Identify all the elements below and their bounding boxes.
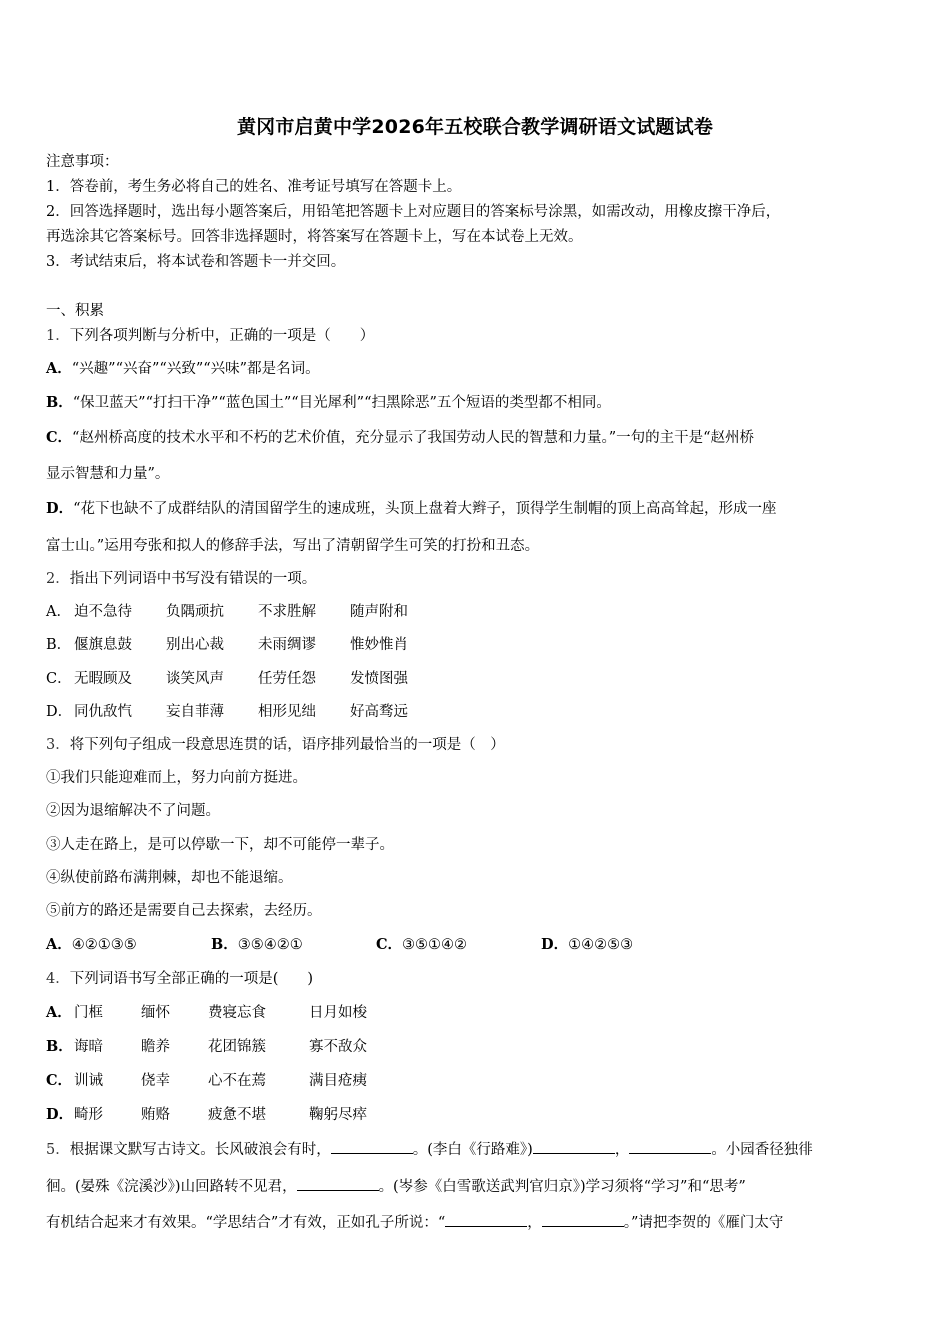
option-text: “赵州桥高度的技术水平和不朽的艺术价值，充分显示了我国劳动人民的智慧和力量。”一句的主干是“赵州桥 (72, 430, 755, 446)
option-text: ③⑤①④② (402, 937, 468, 953)
q3-sentence: ④纵使前路布满荆棘，却也不能退缩。 (46, 870, 293, 886)
option-label: D． (541, 936, 569, 953)
word: 好高骛远 (350, 704, 408, 720)
question-text: ， (614, 1142, 630, 1158)
q1-option-d: D．“花下也缺不了成群结队的清国留学生的速成班，头顶上盘着大辫子，顶得学生制帽的顶上高高耸起，形成一座 (46, 500, 777, 517)
question-text: 。”请把李贺的《雁门太守 (623, 1215, 784, 1231)
question-5-line-2 (46, 1177, 746, 1197)
q4-option-b (46, 1037, 367, 1057)
q1-option-c: C．“赵州桥高度的技术水平和不朽的艺术价值，充分显示了我国劳动人民的智慧和力量。”一句的主干是“赵州桥 (46, 429, 755, 446)
fill-blank[interactable] (445, 1213, 527, 1227)
question-text: 下列词语书写全部正确的一项是( ) (69, 971, 314, 987)
word: 缅怀 (141, 1005, 170, 1021)
exam-title: 黄冈市启黄中学2026年五校联合教学调研语文试题试卷 (236, 116, 714, 138)
word: 鞠躬尽瘁 (309, 1107, 367, 1123)
word: 花团锦簇 (208, 1039, 266, 1055)
question-5-line-3 (46, 1213, 783, 1233)
section-heading: 一、积累 (46, 303, 104, 319)
question-text: 下列各项判断与分析中，正确的一项是（ ） (69, 328, 375, 344)
fill-blank[interactable] (542, 1213, 624, 1227)
option-text: ④②①③⑤ (71, 937, 137, 953)
option-text: ③⑤④②① (237, 937, 303, 953)
option-label: B． (46, 637, 72, 653)
q3-sentence: ⑤前方的路还是需要自己去探索，去经历。 (46, 903, 322, 919)
q3-option-a (46, 935, 211, 955)
word: 贿赂 (141, 1107, 170, 1123)
option-text: ①④②⑤③ (568, 937, 634, 953)
word: 随声附和 (350, 604, 408, 620)
question-text: 徊。(晏殊《浣溪沙》)山回路转不见君， (46, 1179, 297, 1195)
q3-sentence: ③人走在路上，是可以停歇一下，却不可能停一辈子。 (46, 837, 394, 853)
option-text: “保卫蓝天”“打扫干净”“蓝色国土”“目光犀利”“扫黑除恶”五个短语的类型都不相同。 (72, 395, 611, 411)
option-label: C． (46, 1072, 73, 1089)
question-number: 3． (46, 737, 70, 753)
word: 惟妙惟肖 (350, 637, 408, 653)
question-text: ， (527, 1215, 542, 1231)
option-label: B． (46, 1038, 73, 1055)
word: 无暇顾及 (74, 671, 132, 687)
q3-sentence: ①我们只能迎难而上，努力向前方挺进。 (46, 770, 307, 786)
word: 瞻养 (141, 1039, 170, 1055)
word: 心不在蔫 (208, 1073, 266, 1089)
option-text: “兴趣”“兴奋”“兴致”“兴味”都是名词。 (71, 361, 320, 377)
word: 负隅顽抗 (166, 604, 224, 620)
question-text: 将下列句子组成一段意思连贯的话，语序排列最恰当的一项是（ ） (69, 737, 505, 753)
q3-option-d (541, 935, 706, 955)
word: 发愤图强 (350, 671, 408, 687)
word: 畸形 (74, 1107, 103, 1123)
word: 寡不敌众 (309, 1039, 367, 1055)
option-label: A． (46, 936, 72, 953)
word: 同仇敌忾 (74, 704, 132, 720)
fill-blank[interactable] (533, 1140, 615, 1154)
question-1-stem (46, 326, 374, 346)
word: 训诫 (74, 1073, 103, 1089)
word: 别出心裁 (166, 637, 224, 653)
q1-option-d-cont: 富士山。”运用夸张和拟人的修辞手法，写出了清朝留学生可笑的打扮和丑态。 (46, 538, 540, 554)
option-text: “花下也缺不了成群结队的清国留学生的速成班，头顶上盘着大辫子，顶得学生制帽的顶上高高耸起，形成一座 (73, 501, 777, 517)
q4-option-d (46, 1105, 367, 1125)
fill-blank[interactable] (629, 1140, 711, 1154)
q3-answer-options (46, 935, 706, 955)
word: 相形见绌 (258, 704, 316, 720)
word: 门框 (74, 1005, 103, 1021)
fill-blank[interactable] (331, 1140, 413, 1154)
question-text: 。(岑参《白雪歌送武判官归京》)学习须将“学习”和“思考” (378, 1179, 746, 1195)
option-label: C． (376, 936, 403, 953)
word: 迫不急待 (74, 604, 132, 620)
word: 未雨绸谬 (258, 637, 316, 653)
option-label: B． (211, 936, 238, 953)
notice-item: 再选涂其它答案标号。回答非选择题时，将答案写在答题卡上，写在本试卷上无效。 (46, 229, 583, 245)
option-label: D． (46, 704, 73, 720)
question-text: 。小园香径独徘 (711, 1142, 813, 1158)
word: 日月如梭 (309, 1005, 367, 1021)
option-label: A． (46, 604, 71, 620)
option-label: C． (46, 671, 72, 687)
notice-item: 2．回答选择题时，选出每小题答案后，用铅笔把答题卡上对应题目的答案标号涂黑，如需改动，用橡皮擦干净后， (46, 204, 781, 220)
question-number: 5． (46, 1142, 70, 1158)
q2-option-c (46, 669, 408, 689)
question-text: 有机结合起来才有效果。“学思结合”才有效，正如孔子所说：“ (46, 1215, 446, 1231)
word: 诲暗 (74, 1039, 103, 1055)
q2-option-a (46, 602, 408, 622)
word: 谈笑风声 (166, 671, 224, 687)
question-number: 4． (46, 971, 70, 987)
question-number: 1． (46, 328, 70, 344)
word: 任劳任怨 (258, 671, 316, 687)
question-number: 2． (46, 571, 70, 587)
q3-sentence: ②因为退缩解决不了问题。 (46, 803, 220, 819)
word: 疲惫不堪 (208, 1107, 266, 1123)
notice-item: 3．考试结束后，将本试卷和答题卡一并交回。 (46, 254, 346, 270)
q1-option-c-cont: 显示智慧和力量”。 (46, 466, 170, 482)
word: 不求胜解 (258, 604, 316, 620)
q3-option-b (211, 935, 376, 955)
word: 偃旗息鼓 (74, 637, 132, 653)
notice-item: 1．答卷前，考生务必将自己的姓名、准考证号填写在答题卡上。 (46, 179, 462, 195)
question-text: 指出下列词语中书写没有错误的一项。 (69, 571, 317, 587)
fill-blank[interactable] (297, 1177, 379, 1191)
question-text: 根据课文默写古诗文。长风破浪会有时， (69, 1142, 331, 1158)
question-3-stem (46, 735, 505, 755)
word: 侥幸 (141, 1073, 170, 1089)
question-2-stem (46, 569, 316, 589)
word: 妄自菲薄 (166, 704, 224, 720)
q2-option-b (46, 635, 408, 655)
option-label: A． (46, 1004, 72, 1021)
q4-option-c (46, 1071, 367, 1091)
word: 费寝忘食 (208, 1005, 266, 1021)
q3-option-c (376, 935, 541, 955)
question-text: 。(李白《行路难》) (412, 1142, 533, 1158)
q2-option-d (46, 702, 408, 722)
notice-heading: 注意事项： (46, 154, 119, 170)
q1-option-a: A．“兴趣”“兴奋”“兴致”“兴味”都是名词。 (46, 360, 320, 377)
option-label: D． (46, 1106, 74, 1123)
q1-option-b: B．“保卫蓝天”“打扫干净”“蓝色国土”“目光犀利”“扫黑除恶”五个短语的类型都不相同。 (46, 394, 611, 411)
question-4-stem (46, 969, 313, 989)
question-5-line-1 (46, 1140, 813, 1160)
q4-option-a (46, 1003, 367, 1023)
word: 满目疮痍 (309, 1073, 367, 1089)
